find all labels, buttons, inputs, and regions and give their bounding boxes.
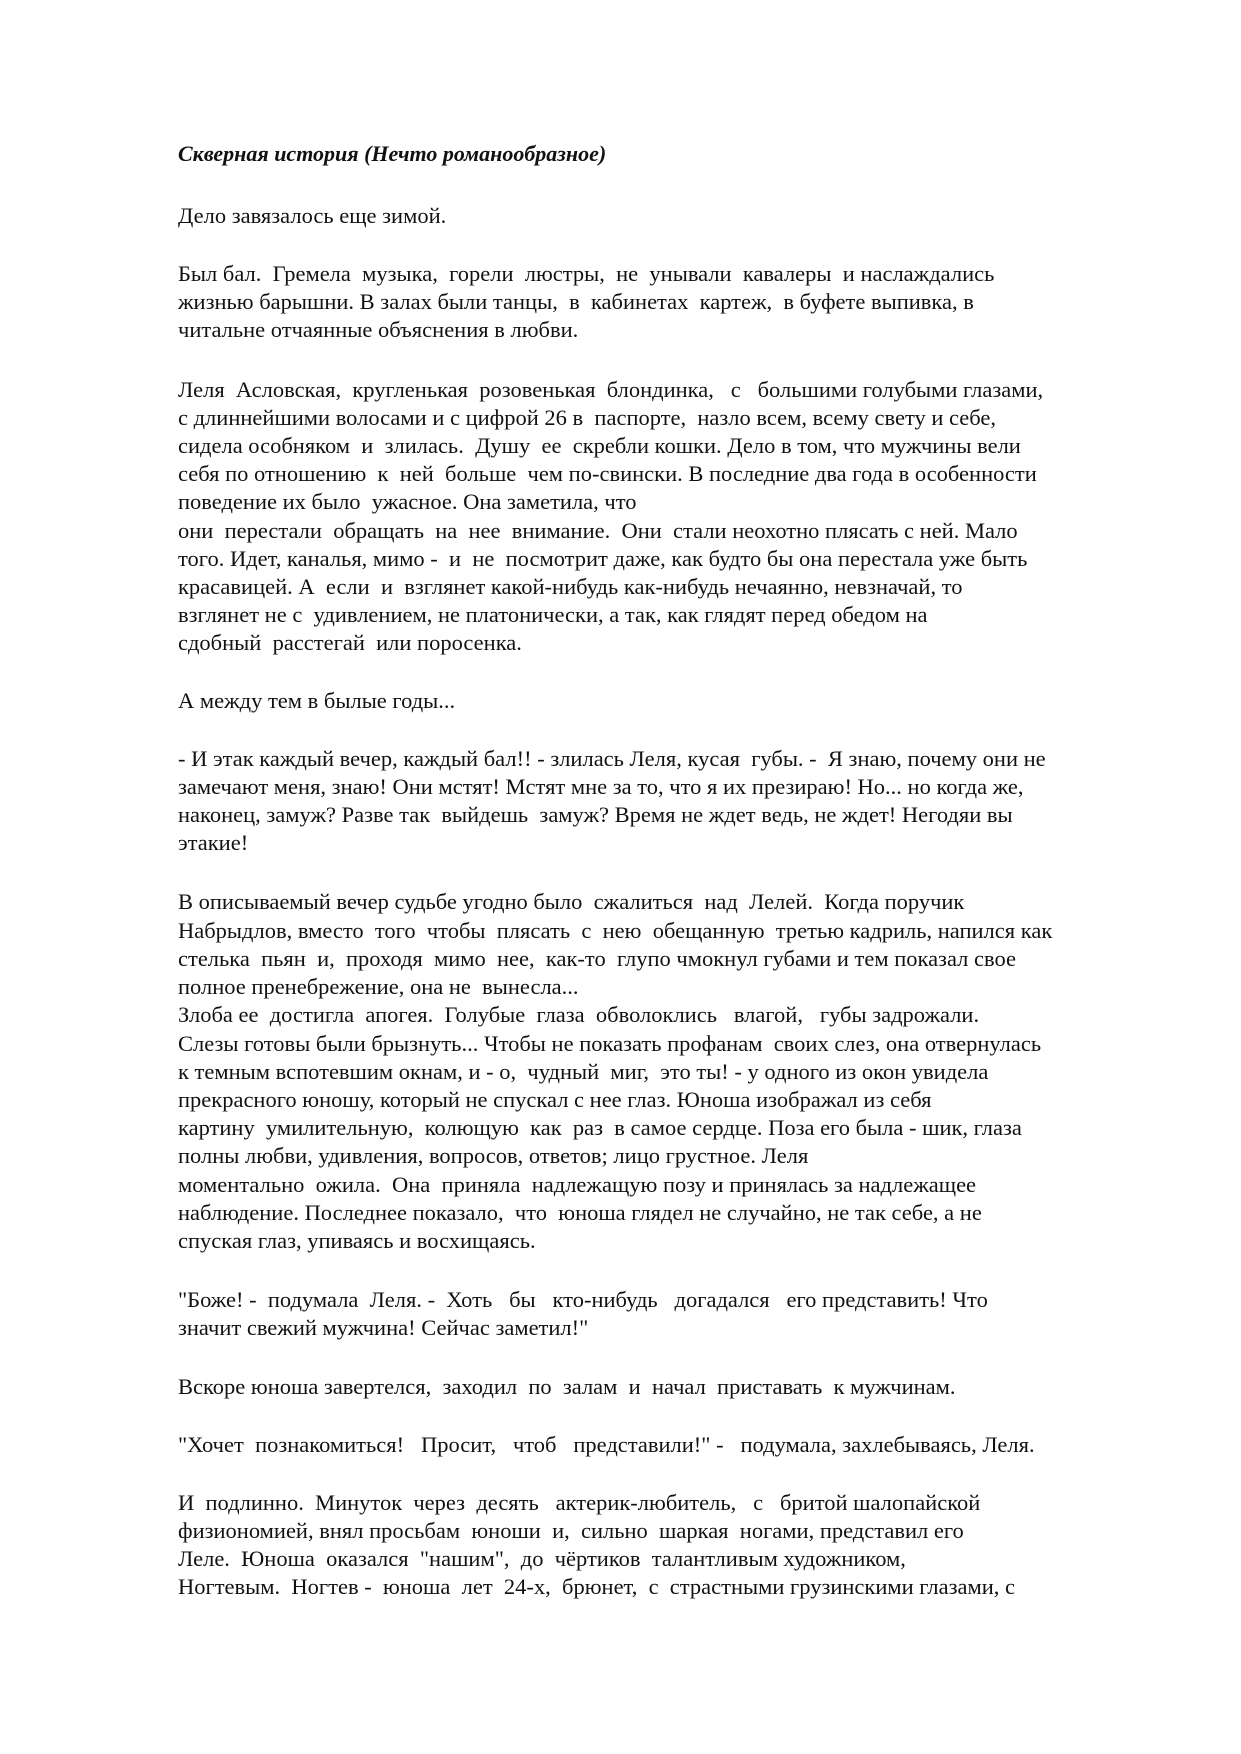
text-line: прекрасного юношу, который не спускал с нее глаз. Юноша изображал из себя [178, 1087, 932, 1112]
text-line: этакие! [178, 830, 249, 855]
text-line: поведение их было ужасное. Она заметила, что [178, 489, 637, 514]
text-line: они перестали обращать на нее внимание. Они стали неохотно плясать с ней. Мало [178, 518, 1018, 543]
text-line: спуская глаз, упиваясь и восхищаясь. [178, 1228, 536, 1253]
text-line: Леля Асловская, кругленькая розовенькая блондинка, с большими голубыми глазами, [178, 377, 1044, 402]
document-title: Скверная история (Нечто романообразное) [178, 141, 607, 166]
text-line: наблюдение. Последнее показало, что юноша глядел не случайно, не так себе, а не [178, 1200, 982, 1225]
text-line: читальне отчаянные объяснения в любви. [178, 317, 579, 342]
text-line: замечают меня, знаю! Они мстят! Мстят мне за то, что я их презираю! Но... но когда же, [178, 774, 1024, 799]
text-line: стелька пьян и, проходя мимо нее, как-то глупо чмокнул губами и тем показал свое [178, 946, 1016, 971]
text-line: Был бал. Гремела музыка, горели люстры, не унывали кавалеры и наслаждались [178, 261, 995, 286]
text-line: себя по отношению к ней больше чем по-свински. В последние два года в особенности [178, 461, 1037, 486]
text-line: Леле. Юноша оказался "нашим", до чёртиков талантливым художником, [178, 1546, 906, 1571]
text-line: значит свежий мужчина! Сейчас заметил!" [178, 1315, 589, 1340]
text-line: полное пренебрежение, она не вынесла... [178, 974, 579, 999]
text-line: Слезы готовы были брызнуть... Чтобы не показать профанам своих слез, она отвернулась [178, 1031, 1042, 1056]
text-line: Ногтевым. Ногтев - юноша лет 24-х, брюнет, с страстными грузинскими глазами, с [178, 1574, 1015, 1599]
text-line: взглянет не с удивлением, не платонически, а так, как глядят перед обедом на [178, 602, 928, 627]
text-line: И подлинно. Минуток через десять актерик-любитель, с бритой шалопайской [178, 1490, 981, 1515]
text-line: моментально ожила. Она приняла надлежащую позу и принялась за надлежащее [178, 1172, 977, 1197]
text-line: красавицей. А если и взглянет какой-нибудь как-нибудь нечаянно, невзначай, то [178, 574, 963, 599]
text-line: сдобный расстегай или поросенка. [178, 630, 522, 655]
text-line: того. Идет, каналья, мимо - и не посмотрит даже, как будто бы она перестала уже быть [178, 546, 1028, 571]
text-line: картину умилительную, колющую как раз в самое сердце. Поза его была - шик, глаза [178, 1115, 1022, 1140]
text-line: "Хочет познакомиться! Просит, чтоб представили!" - подумала, захлебываясь, Леля. [178, 1432, 1035, 1457]
text-line: сидела особняком и злилась. Душу ее скребли кошки. Дело в том, что мужчины вели [178, 433, 1021, 458]
text-line: Вскоре юноша завертелся, заходил по залам и начал приставать к мужчинам. [178, 1374, 956, 1399]
text-line: Набрыдлов, вместо того чтобы плясать с нею обещанную третью кадриль, напился как [178, 918, 1053, 943]
text-line: "Боже! - подумала Леля. - Хоть бы кто-нибудь догадался его представить! Что [178, 1287, 988, 1312]
text-line: - И этак каждый вечер, каждый бал!! - злилась Леля, кусая губы. - Я знаю, почему они не [178, 746, 1046, 771]
text-line: с длиннейшими волосами и с цифрой 26 в паспорте, назло всем, всему свету и себе, [178, 405, 997, 430]
text-line: Злоба ее достигла апогея. Голубые глаза обволоклись влагой, губы задрожали. [178, 1002, 980, 1027]
text-line: В описываемый вечер судьбе угодно было сжалиться над Лелей. Когда поручик [178, 889, 965, 914]
text-line: Дело завязалось еще зимой. [178, 203, 447, 228]
text-line: наконец, замуж? Разве так выйдешь замуж? Время не ждет ведь, не ждет! Негодяи вы [178, 802, 1013, 827]
text-line: физиономией, внял просьбам юноши и, сильно шаркая ногами, представил его [178, 1518, 964, 1543]
text-line: жизнью барышни. В залах были танцы, в кабинетах картеж, в буфете выпивка, в [178, 289, 974, 314]
text-line: полны любви, удивления, вопросов, ответов; лицо грустное. Леля [178, 1143, 809, 1168]
text-line: А между тем в былые годы... [178, 688, 456, 713]
text-line: к темным вспотевшим окнам, и - о, чудный миг, это ты! - у одного из окон увидела [178, 1059, 989, 1084]
